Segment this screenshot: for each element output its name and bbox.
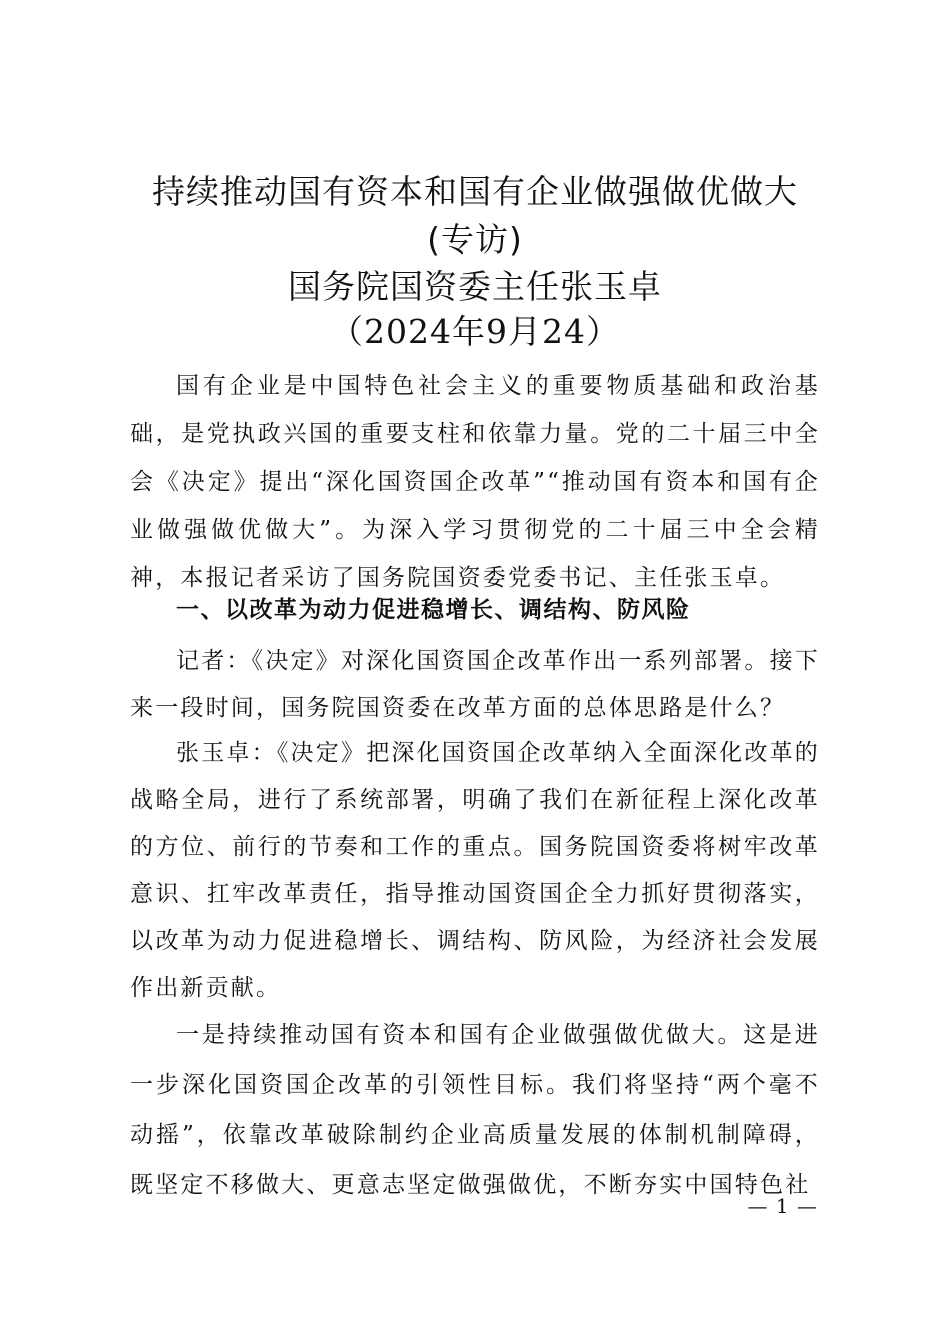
document-title: 持续推动国有资本和国有企业做强做优做大 — [152, 172, 798, 211]
document-subtitle-interview: (专访) — [427, 220, 523, 259]
point-one-paragraph: 一是持续推动国有资本和国有企业做强做优做大。这是进一步深化国资国企改革的引领性目标。我们将坚持“两个毫不动摇”，依靠改革破除制约企业高质量发展的体制机制障碍，既坚定不移做大、更意志坚定做强做优，不断夯实中国特色社 — [130, 1022, 820, 1198]
answer-paragraph: 张玉卓：《决定》把深化国资国企改革纳入全面深化改革的战略全局，进行了系统部署，明确了我们在新征程上深化改革的方位、前行的节奏和工作的重点。国务院国资委将树牢改革意识、扛牢改革责任，指导推动国资国企全力抓好贯彻落实，以改革为动力促进稳增长、调结构、防风险，为经济社会发展作出新贡献。 — [130, 740, 820, 1001]
section-heading: 一、以改革为动力促进稳增长、调结构、防风险 — [176, 597, 691, 623]
reporter-question: 记者：《决定》对深化国资国企改革作出一系列部署。接下来一段时间，国务院国资委在改革方面的总体思路是什么？ — [130, 648, 820, 721]
point-one-block — [130, 1010, 820, 1210]
answer-block — [130, 730, 820, 1012]
intro-paragraph: 国有企业是中国特色社会主义的重要物质基础和政治基础，是党执政兴国的重要支柱和依靠力量。党的二十届三中全会《决定》提出“深化国资国企改革”“推动国有资本和国有企业做强做优做大”。为深入学习贯彻党的二十届三中全会精神，本报记者采访了国务院国资委党委书记、主任张玉卓。 — [130, 373, 820, 591]
document-author: 国务院国资委主任张玉卓 — [288, 267, 662, 306]
document-date: （2024年9月24） — [330, 312, 620, 351]
intro-paragraph-block — [130, 362, 820, 602]
reporter-question-block — [130, 638, 820, 732]
page-number: — 1 — — [747, 1194, 818, 1218]
